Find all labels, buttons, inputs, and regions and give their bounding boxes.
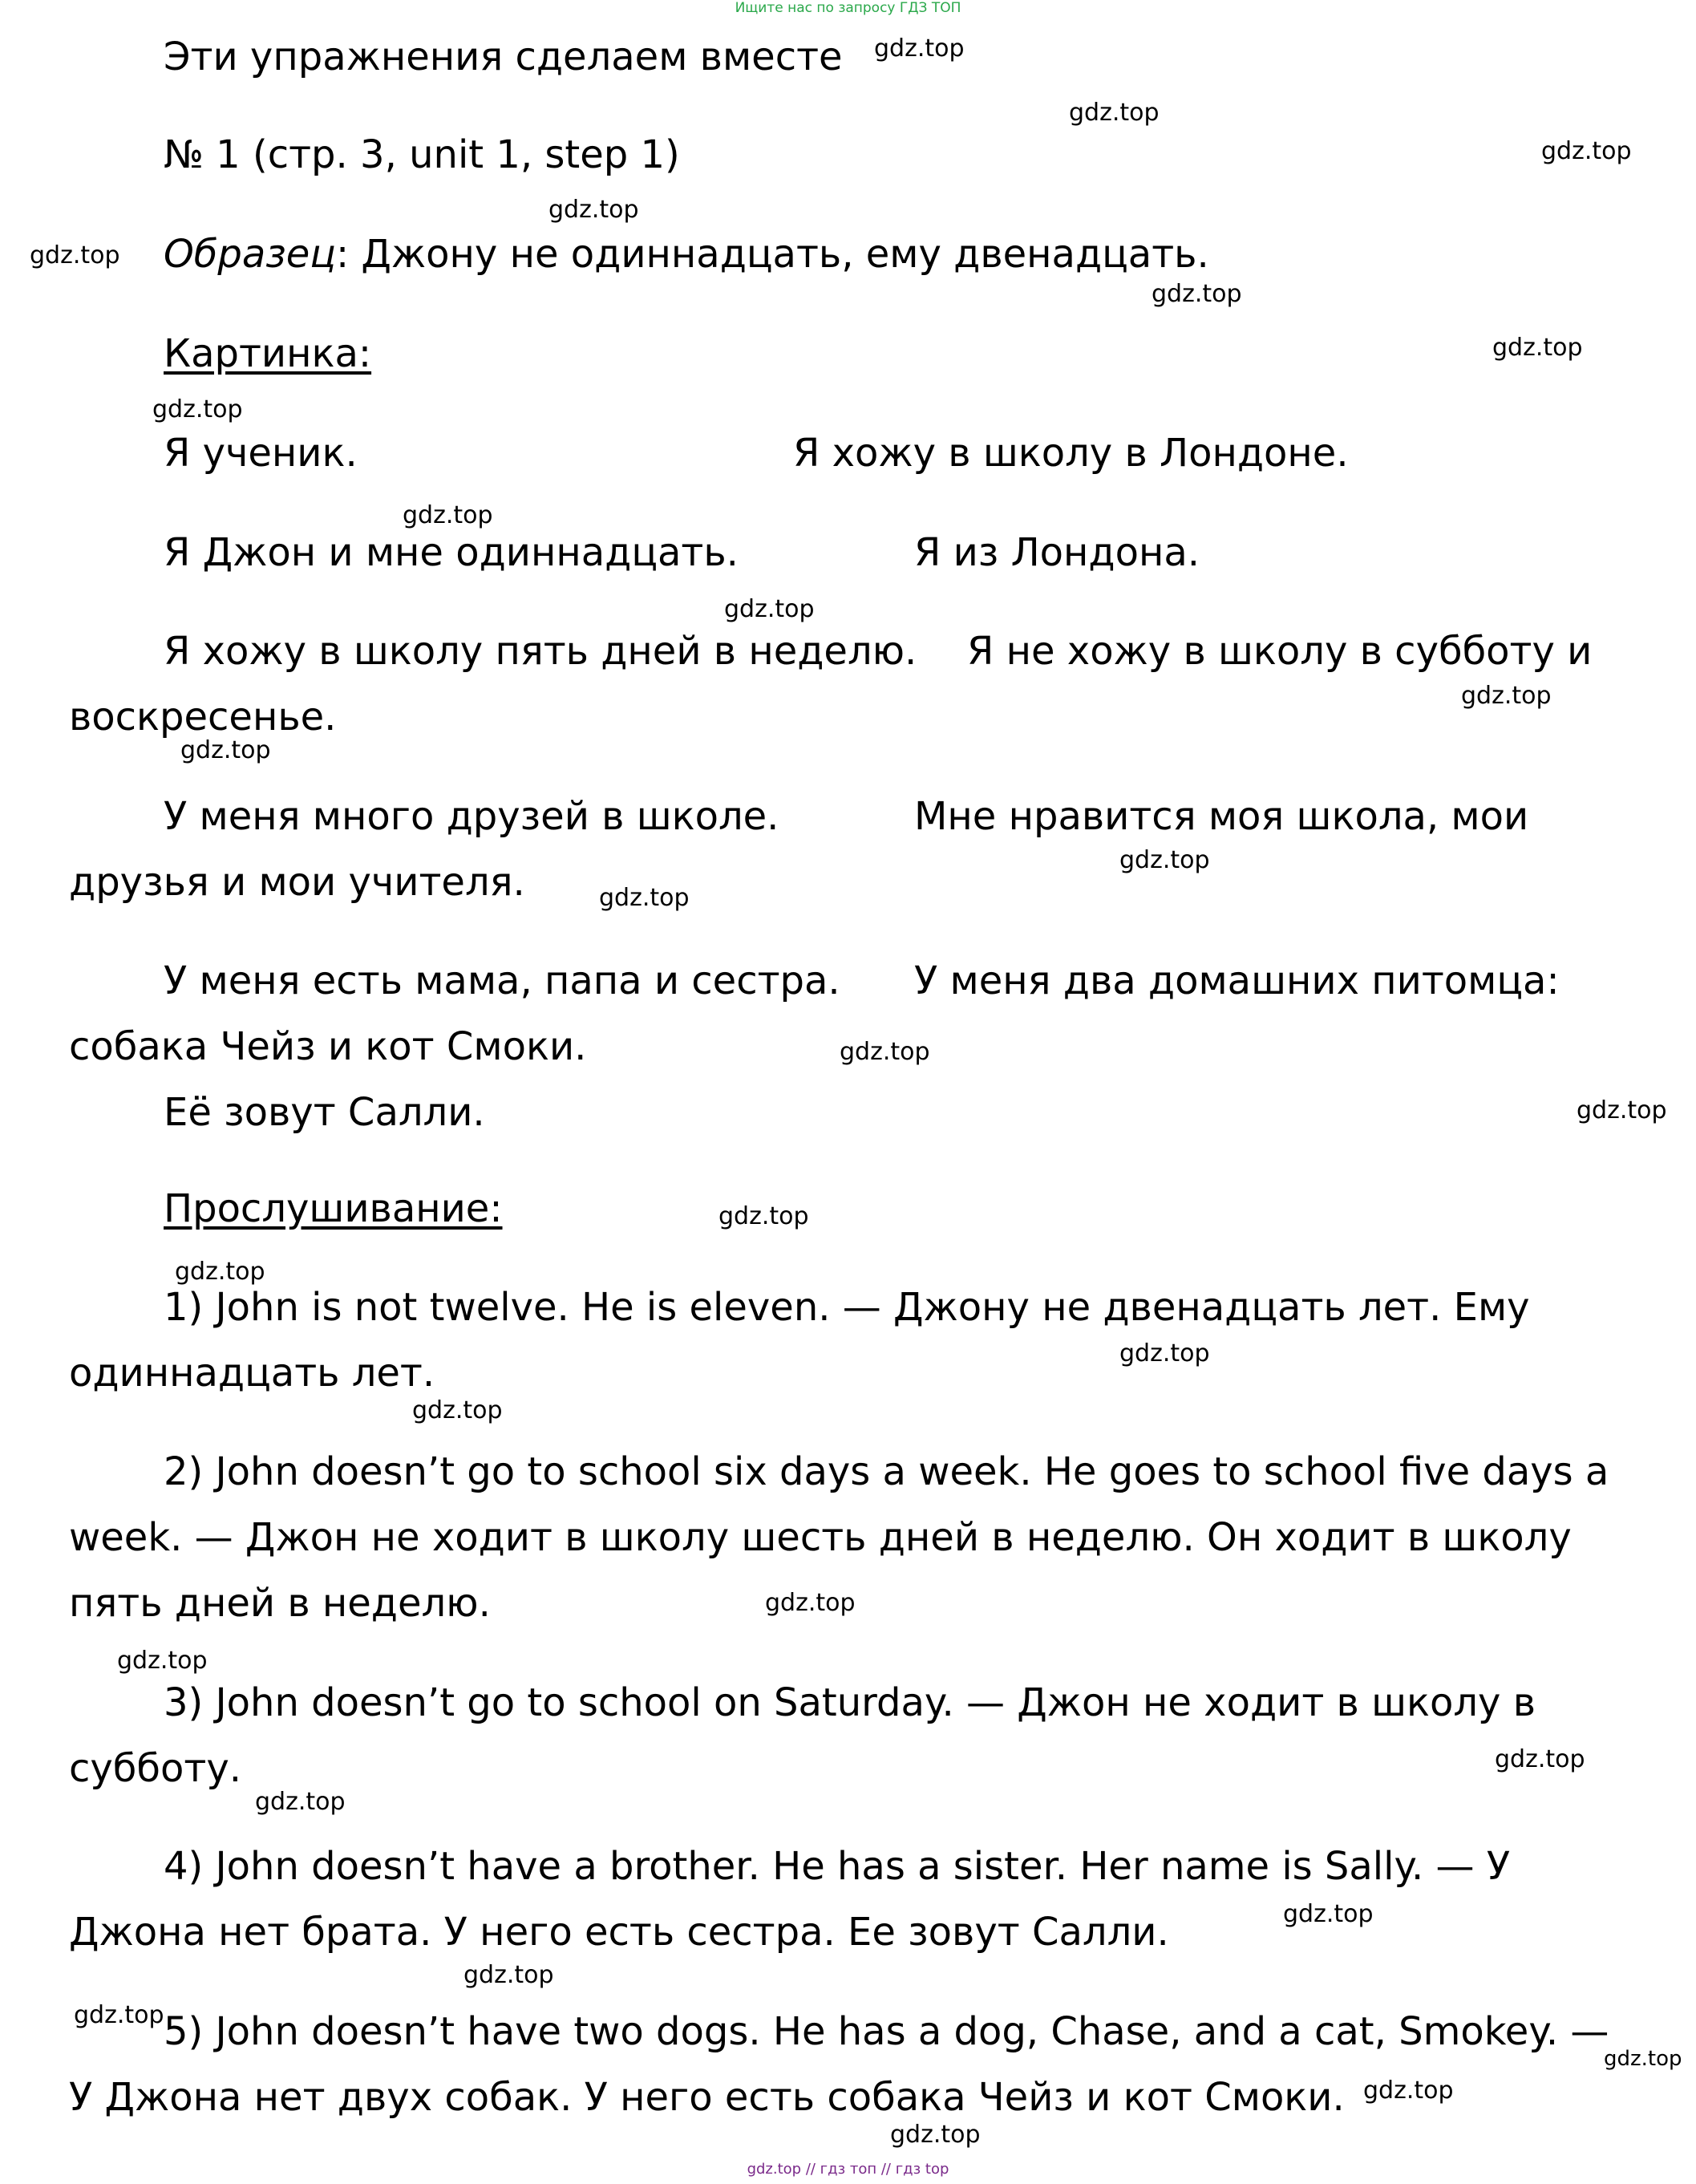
sample-text: : Джону не одиннадцать, ему двенадцать. — [336, 232, 1209, 277]
picture-line-4 — [69, 784, 1632, 915]
listening-heading-text: Прослушивание: — [164, 1186, 503, 1231]
answer-3 — [69, 1670, 1632, 1801]
watermark: gdz.top — [599, 884, 690, 912]
answer-text: 2) John doesn’t go to school six days a week. He goes to school five days a week. — Джон не ходит в школу шесть дней в неделю. Он ходит в школу пять дней в неделю. — [69, 1449, 1609, 1626]
watermark: gdz.top — [765, 1589, 856, 1617]
picture-sentence: Я не хожу в школу в субботу и воскресенье. — [69, 629, 1593, 739]
watermark: gdz.top — [175, 1258, 265, 1286]
picture-sentence: Я Джон и мне одиннадцать. — [164, 530, 739, 575]
watermark: gdz.top — [1541, 137, 1632, 165]
picture-sentence: Я из Лондона. — [914, 530, 1200, 575]
watermark: gdz.top — [180, 736, 271, 764]
answer-1 — [69, 1274, 1632, 1406]
watermark: gdz.top — [1461, 682, 1552, 710]
listening-heading — [69, 1176, 1632, 1242]
watermark: gdz.top — [1069, 99, 1160, 127]
picture-heading — [69, 321, 1632, 387]
page-title — [69, 24, 1632, 90]
exercise-number — [69, 122, 1632, 188]
sample-label: Образец — [164, 232, 336, 277]
answer-text: 3) John doesn’t go to school on Saturday. — Джон не ходит в школу в субботу. — [69, 1680, 1536, 1791]
watermark: gdz.top — [74, 2001, 164, 2029]
header-note: Ищите нас по запросу ГДЗ ТОП — [735, 0, 961, 16]
watermark: gdz.top — [255, 1788, 346, 1816]
picture-sentence: Мне нравится моя школа, мои друзья и мои учителя. — [69, 794, 1529, 905]
watermark: gdz.top — [1119, 846, 1210, 874]
watermark: gdz.top — [874, 34, 965, 63]
watermark: gdz.top — [718, 1202, 809, 1230]
picture-sentence: У меня есть мама, папа и сестра. — [164, 958, 840, 1003]
watermark: gdz.top — [152, 395, 243, 423]
exercise-text: № 1 (стр. 3, unit 1, step 1) — [164, 132, 680, 177]
watermark: gdz.top — [1152, 280, 1242, 308]
sample-line — [69, 221, 1632, 287]
picture-sentence: У меня много друзей в школе. — [164, 794, 779, 839]
picture-sentence: Я ученик. — [164, 431, 358, 476]
watermark: gdz.top — [403, 501, 493, 529]
watermark: gdz.top — [1119, 1339, 1210, 1368]
watermark: gdz.top — [412, 1396, 503, 1424]
footer-note: gdz.top // гдз топ // гдз top — [747, 2161, 949, 2178]
watermark: gdz.top — [1577, 1096, 1667, 1124]
watermark: gdz.top — [724, 595, 815, 623]
picture-line-3 — [69, 618, 1632, 750]
answer-text: 1) John is not twelve. He is eleven. — Джону не двенадцать лет. Ему одиннадцать лет. — [69, 1285, 1530, 1396]
watermark: gdz.top — [890, 2121, 981, 2149]
watermark: gdz.top — [1492, 334, 1583, 362]
watermark: gdz.top — [1495, 1745, 1585, 1773]
answer-5 — [69, 1999, 1632, 2130]
answer-text: 4) John doesn’t have a brother. He has a sister. Her name is Sally. — У Джона нет брата. У него есть сестра. Ее зовут Салли. — [69, 1844, 1511, 1955]
watermark: gdz.top — [548, 196, 639, 224]
watermark: gdz.top — [463, 1961, 554, 1989]
picture-sentence: Я хожу в школу в Лондоне. — [793, 431, 1349, 476]
watermark: gdz.top — [1363, 2077, 1454, 2105]
answer-4 — [69, 1834, 1632, 1965]
watermark: gdz.top — [117, 1647, 208, 1675]
picture-line-1 — [69, 420, 1632, 486]
watermark: gdz.top — [1283, 1900, 1374, 1928]
picture-line-6 — [69, 1080, 1632, 1145]
picture-sentence: Её зовут Салли. — [164, 1090, 485, 1135]
watermark: gdz.top — [1604, 2047, 1682, 2071]
watermark: gdz.top — [30, 241, 120, 269]
answer-text: 5) John doesn’t have two dogs. He has a dog, Chase, and a cat, Smokey. — У Джона нет двух собак. У него есть собака Чейз и кот Смоки. — [69, 2009, 1609, 2120]
picture-sentence: Я хожу в школу пять дней в неделю. — [164, 629, 917, 674]
picture-sentence: У меня два домашних питомца: собака Чейз и кот Смоки. — [69, 958, 1560, 1069]
title-text: Эти упражнения сделаем вместе — [164, 34, 843, 79]
watermark: gdz.top — [840, 1038, 930, 1066]
picture-heading-text: Картинка: — [164, 331, 372, 376]
picture-line-2 — [69, 520, 1632, 586]
